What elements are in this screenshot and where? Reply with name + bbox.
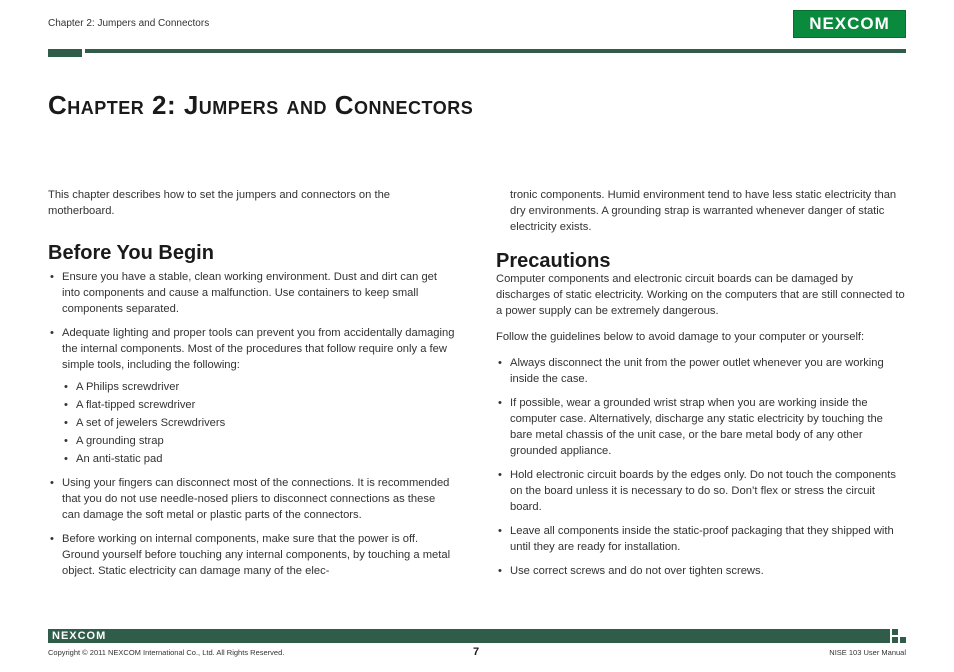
list-item: • Leave all components inside the static-proof packaging that they shipped with until they are ready for installation. bbox=[496, 523, 906, 555]
nexcom-logo bbox=[793, 10, 906, 38]
list-item: • Using your fingers can disconnect most of the connections. It is recommended that you do not use needle-nosed pliers to disconnect connections as these can damage the soft metal or plastic parts of the connectors. bbox=[48, 475, 456, 523]
list-item: • Hold electronic circuit boards by the edges only. Do not touch the components on the board unless it is necessary to do so. Don’t flex or stress the circuit board. bbox=[496, 467, 906, 515]
footer-bar bbox=[48, 629, 890, 643]
precautions-list bbox=[496, 355, 906, 579]
before-you-begin-heading: Before You Begin bbox=[48, 242, 214, 264]
tool-item: • A set of jewelers Screwdrivers bbox=[62, 415, 456, 431]
chapter-title: Chapter 2: Jumpers and Connectors bbox=[48, 90, 474, 120]
tool-item: • A flat-tipped screwdriver bbox=[62, 397, 456, 413]
footer-logo-text: NEXCOM bbox=[52, 630, 107, 642]
list-item: • Always disconnect the unit from the power outlet whenever you are working inside the case. bbox=[496, 355, 906, 387]
logo-text: NEXCOM bbox=[809, 14, 890, 33]
intro-paragraph: This chapter describes how to set the jumpers and connectors on the motherboard. bbox=[48, 189, 391, 217]
list-item: • If possible, wear a grounded wrist strap when you are working inside the computer case. Alternatively, discharge any static electricity by touching the bare metal chassis of the unit case, or the bare metal body of any other grounded appliance. bbox=[496, 395, 906, 459]
precautions-heading: Precautions bbox=[496, 250, 611, 272]
list-item: • Use correct screws and do not over tighten screws. bbox=[496, 563, 906, 579]
list-item: • Adequate lighting and proper tools can prevent you from accidentally damaging the internal components. Most of the procedures that follow require only a few simple tools, including the following: • A Philips screwdriver • A flat-tipped screwdriver • A set of jewelers Screwdrivers • A grounding strap • An anti-static pad bbox=[48, 325, 456, 467]
tool-item: • A grounding strap bbox=[62, 433, 456, 449]
header-rule-accent bbox=[48, 49, 82, 57]
corner-ornament bbox=[892, 629, 906, 643]
header-rule bbox=[85, 49, 906, 53]
footer-logo bbox=[52, 630, 106, 642]
before-you-begin-list bbox=[48, 269, 456, 579]
list-item: • Before working on internal components, make sure that the power is off. Ground yourself before touching any internal components, by touching a metal object. Static electricity can damage many of the elec- bbox=[48, 531, 456, 579]
page-number: 7 bbox=[473, 646, 480, 658]
continued-paragraph: tronic components. Humid environment tend to have less static electricity than dry environments. A grounding strap is warranted whenever danger of static electricity exists. bbox=[510, 189, 897, 233]
tool-item: • An anti-static pad bbox=[62, 451, 456, 467]
left-column bbox=[48, 187, 456, 587]
tool-item: • A Philips screwdriver bbox=[62, 379, 456, 395]
precautions-paragraph: Computer components and electronic circuit boards can be damaged by discharges of static electricity. Working on the computers that are still connected to a power supply can be extremely dangerous. bbox=[496, 273, 905, 317]
copyright-text: Copyright © 2011 NEXCOM International Co., Ltd. All Rights Reserved. bbox=[48, 648, 285, 657]
manual-name: NISE 103 User Manual bbox=[829, 648, 906, 657]
running-header: Chapter 2: Jumpers and Connectors bbox=[48, 18, 210, 29]
precautions-guidelines: Follow the guidelines below to avoid damage to your computer or yourself: bbox=[496, 331, 865, 343]
tools-list bbox=[62, 379, 456, 467]
list-item: • Ensure you have a stable, clean working environment. Dust and dirt can get into components and cause a malfunction. Use containers to keep small components separated. bbox=[48, 269, 456, 317]
right-column bbox=[496, 187, 906, 587]
